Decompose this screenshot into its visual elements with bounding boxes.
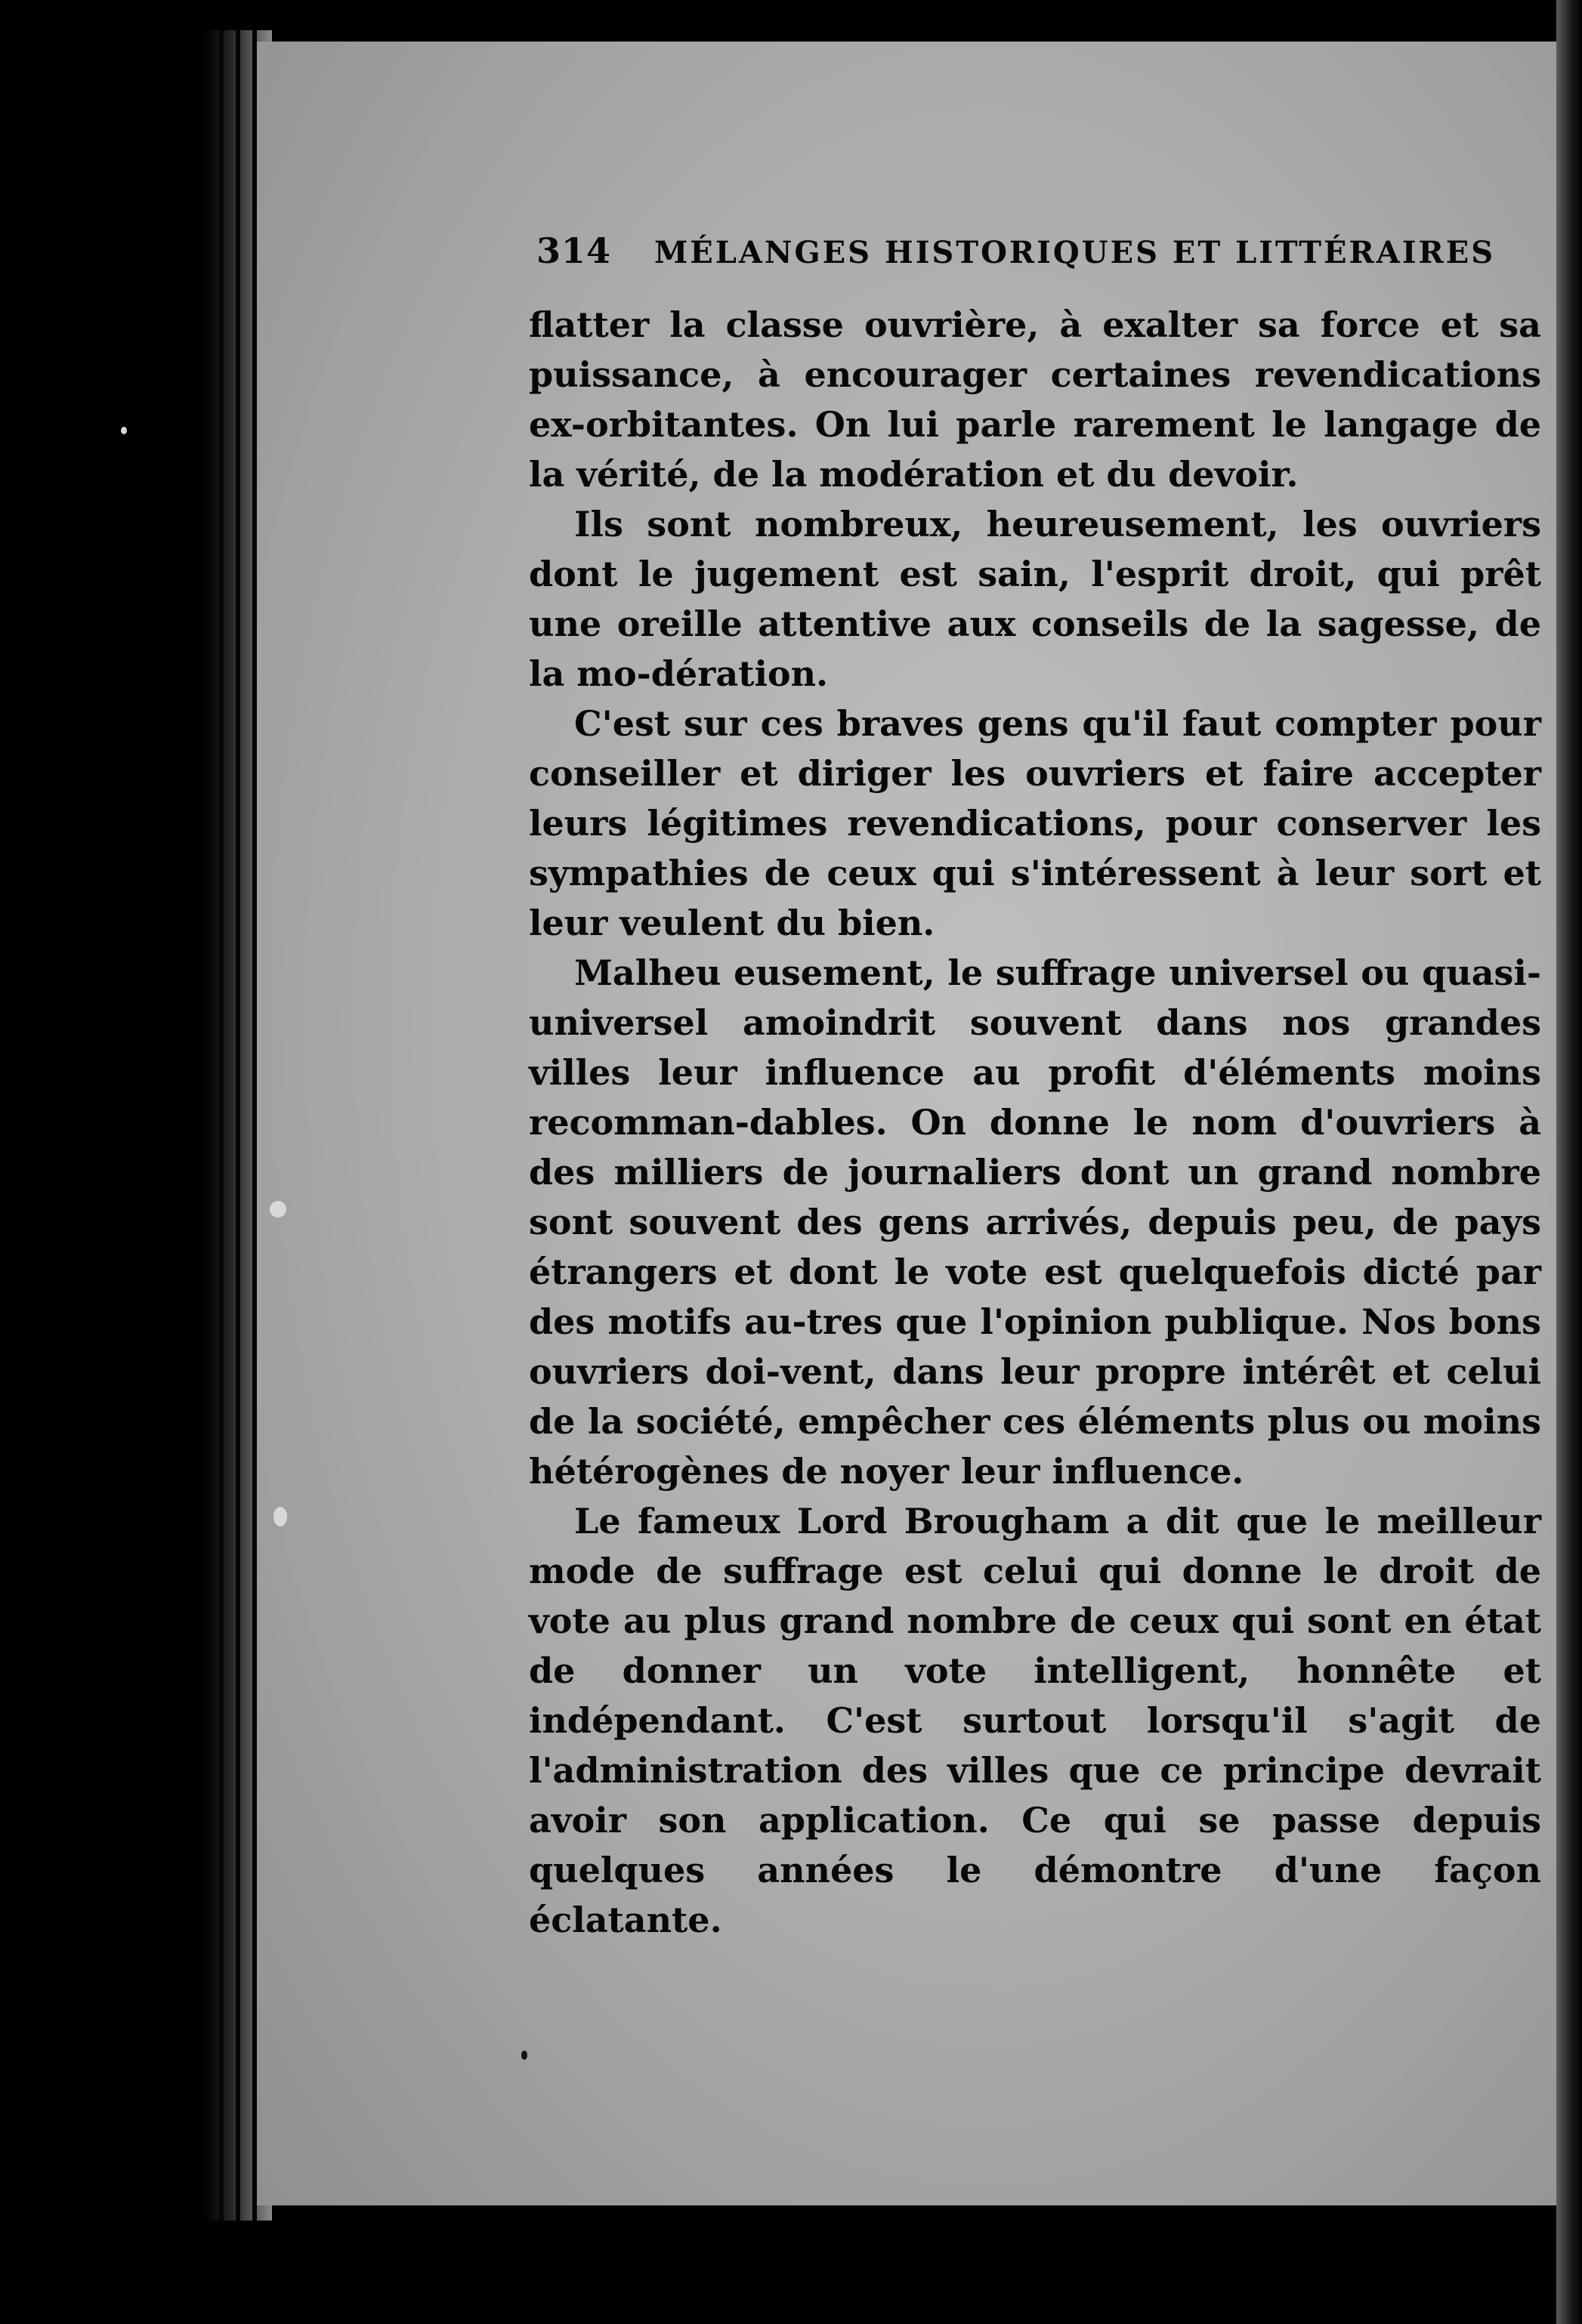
- paragraph: flatter la classe ouvrière, à exalter sa force et sa puissance, à encourager certaines revendications ex-orbitantes. On lui parle rarement le langage de la vérité, de la modération et du devoir.: [529, 304, 1541, 495]
- scan-artifact: [521, 2051, 527, 2060]
- running-header: [536, 230, 1541, 271]
- scan-artifact: [273, 1507, 287, 1526]
- paragraph: C'est sur ces braves gens qu'il faut compter pour conseiller et diriger les ouvriers et faire accepter leurs légitimes revendications, pour conserver les sympathies de ceux qui s'intéressent à leur sort et leur veulent du bien.: [529, 703, 1541, 943]
- running-title: MÉLANGES HISTORIQUES ET LITTÉRAIRES: [654, 235, 1496, 270]
- page-number: 314: [536, 230, 612, 271]
- scan-artifact: [121, 427, 127, 434]
- scan-artifact: [270, 1201, 286, 1218]
- spine-line: [219, 30, 224, 2221]
- paragraph: Malheu eusement, le suffrage universel ou quasi-universel amoindrit souvent dans nos grandes villes leur influence au profit d'éléments moins recomman-dables. On donne le nom d'ouvriers à des milliers de journaliers dont un grand nombre sont souvent des gens arrivés, depuis peu, de pays étrangers et dont le vote est quelquefois dicté par des motifs au-tres que l'opinion publique. Nos bons ouvriers doi-vent, dans leur propre intérêt et celui de la société, empêcher ces éléments plus ou moins hétérogènes de noyer leur influence.: [529, 952, 1541, 1492]
- paragraph: Le fameux Lord Brougham a dit que le meilleur mode de suffrage est celui qui donne le droit de vote au plus grand nombre de ceux qui sont en état de donner un vote intelligent, honnête et indépendant. C'est surtout lorsqu'il s'agit de l'administration des villes que ce principe devrait avoir son application. Ce qui se passe depuis quelques années le démontre d'une façon éclatante.: [529, 1501, 1541, 1940]
- page-text-block: [529, 230, 1541, 1945]
- paragraph: Ils sont nombreux, heureusement, les ouvriers dont le jugement est sain, l'esprit droit, qui prêt une oreille attentive aux conseils de la sagesse, de la mo-dération.: [529, 504, 1541, 694]
- spine-line: [236, 30, 240, 2221]
- page-right-edge: [1556, 0, 1582, 2324]
